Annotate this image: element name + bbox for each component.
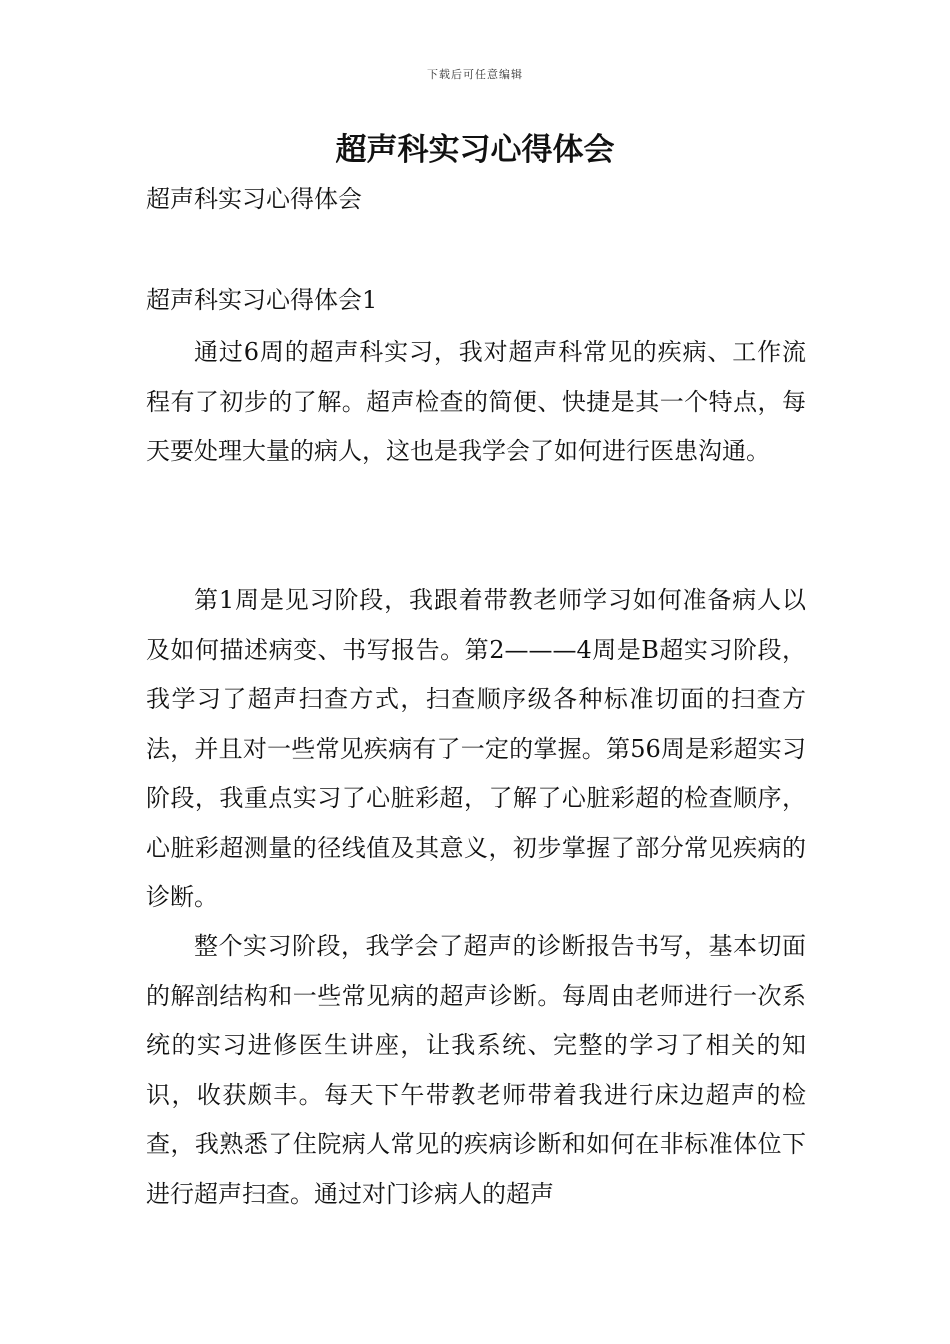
header-note: 下载后可任意编辑 [427, 68, 523, 81]
section-heading: 超声科实习心得体会1 [146, 286, 378, 314]
document-title: 超声科实习心得体会 [335, 132, 615, 168]
paragraph-2: 第1周是见习阶段，我跟着带教老师学习如何准备病人以及如何描述病变、书写报告。第2———4周是B超实习阶段，我学习了超声扫查方式，扫查顺序级各种标准切面的扫查方法，并且对一些常见疾病有了一定的掌握。第56周是彩超实习阶段，我重点实习了心脏彩超，了解了心脏彩超的检查顺序，心脏彩超测量的径线值及其意义，初步掌握了部分常见疾病的诊断。 [146, 586, 806, 911]
paragraph-1: 通过6周的超声科实习，我对超声科常见的疾病、工作流程有了初步的了解。超声检查的简便、快捷是其一个特点，每天要处理大量的病人，这也是我学会了如何进行医患沟通。 [146, 338, 806, 465]
document-subtitle: 超声科实习心得体会 [146, 185, 362, 213]
paragraph-3: 整个实习阶段，我学会了超声的诊断报告书写，基本切面的解剖结构和一些常见病的超声诊断。每周由老师进行一次系统的实习进修医生讲座，让我系统、完整的学习了相关的知识，收获颇丰。每天下午带教老师带着我进行床边超声的检查，我熟悉了住院病人常见的疾病诊断和如何在非标准体位下进行超声扫查。通过对门诊病人的超声 [146, 932, 806, 1208]
